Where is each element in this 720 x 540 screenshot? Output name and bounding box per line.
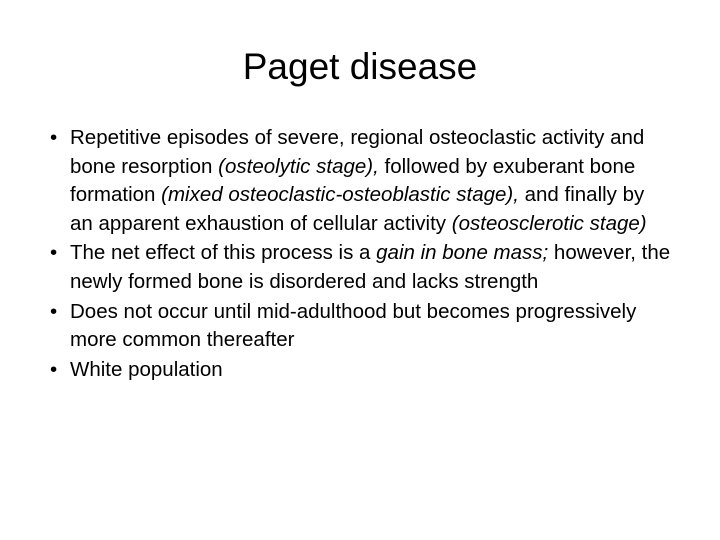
bullet-item (52, 356, 672, 385)
bullet-text: Repetitive episodes of severe, regional osteoclastic activity and bone resorption (osteolytic stage), followed by exuberant bone formation (mixed osteoclastic-osteoblastic stage), and finally by an apparent exhaustion of cellular activity (osteosclerotic stage) (70, 126, 647, 235)
bullet-dot-icon: • (50, 357, 58, 381)
bullet-text: White population (70, 357, 223, 381)
bullet-dot-icon: • (50, 299, 58, 323)
bullet-item (52, 239, 672, 296)
bullet-dot-icon: • (50, 126, 58, 149)
slide-title: Paget disease (242, 46, 478, 87)
bullet-item (52, 298, 672, 355)
bullet-text: Does not occur until mid-adulthood but becomes progressively more common thereafter (70, 299, 637, 352)
bullet-list (52, 124, 672, 385)
bullet-item (52, 124, 672, 238)
bullet-text: The net effect of this process is a gain in bone mass; however, the newly formed bone is disordered and lacks strength (70, 241, 671, 293)
bullet-dot-icon: • (50, 241, 58, 265)
